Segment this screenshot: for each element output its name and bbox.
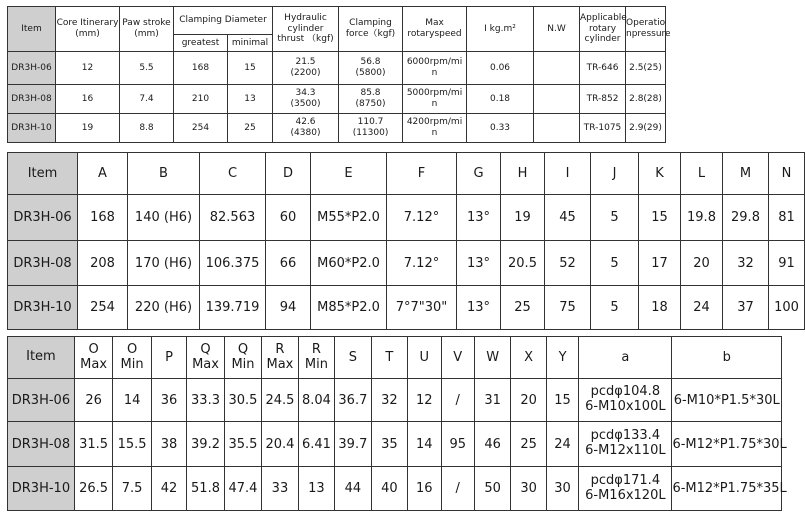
cell-o-max: 31.5 (74, 422, 112, 467)
table-row (8, 422, 782, 467)
col-header-i: I (545, 153, 591, 195)
cell-x: 20 (511, 379, 546, 422)
cell-u: 16 (408, 467, 441, 511)
col-header-t: T (371, 337, 407, 379)
cell-v: / (441, 467, 474, 511)
cell-o-min: 15.5 (113, 422, 151, 467)
cell-j: 5 (591, 241, 639, 286)
cell-a-lower: pcdφ133.4 6-M12x110L (579, 422, 672, 467)
cell-o-min: 7.5 (113, 467, 151, 511)
col-header-item: Item (8, 7, 56, 52)
cell-minimal: 15 (228, 52, 273, 85)
col-header-b: B (128, 153, 200, 195)
cell-t: 32 (371, 379, 407, 422)
cell-q-min: 47.4 (224, 467, 261, 511)
cell-t: 40 (371, 467, 407, 511)
col-header-d: D (266, 153, 311, 195)
cell-inertia: 0.33 (467, 114, 534, 143)
cell-d: 66 (266, 241, 311, 286)
cell-q-max: 51.8 (187, 467, 224, 511)
cell-f: 7.12° (387, 195, 457, 241)
cell-f: 7°7"30" (387, 286, 457, 330)
row-item: DR3H-10 (8, 467, 75, 511)
cell-m: 37 (723, 286, 769, 330)
cell-x: 25 (511, 422, 546, 467)
spec-table-general (7, 6, 671, 143)
cell-q-min: 30.5 (224, 379, 261, 422)
cell-l: 19.8 (681, 195, 723, 241)
cell-b-lower: 6-M12*P1.75*35L (672, 467, 782, 511)
cell-n: 81 (769, 195, 805, 241)
cell-inertia: 0.18 (467, 85, 534, 114)
cell-a-lower: pcdφ104.8 6-M10x100L (579, 379, 672, 422)
col-header-e: E (311, 153, 387, 195)
cell-o-max: 26 (74, 379, 112, 422)
cell-g: 13° (457, 195, 501, 241)
col-header-a-lower: a (579, 337, 672, 379)
cell-e: M85*P2.0 (311, 286, 387, 330)
cell-i: 52 (545, 241, 591, 286)
row-item: DR3H-06 (8, 195, 78, 241)
table-row (8, 52, 666, 85)
cell-n: 91 (769, 241, 805, 286)
cell-e: M60*P2.0 (311, 241, 387, 286)
cell-pressure: 2.5(25) (626, 52, 666, 85)
cell-thrust: 42.6 (4380) (273, 114, 339, 143)
cell-r-min: 8.04 (298, 379, 334, 422)
cell-thrust: 34.3 (3500) (273, 85, 339, 114)
table-row (8, 195, 805, 241)
col-header-r-min: R Min (298, 337, 334, 379)
col-header-s: S (335, 337, 371, 379)
table-row (8, 114, 666, 143)
cell-pressure: 2.8(28) (626, 85, 666, 114)
cell-j: 5 (591, 286, 639, 330)
cell-s: 36.7 (335, 379, 371, 422)
cell-r-max: 24.5 (262, 379, 298, 422)
cell-g: 13° (457, 241, 501, 286)
col-header-y: Y (546, 337, 578, 379)
col-header-p: P (151, 337, 186, 379)
cell-stroke: 7.4 (120, 85, 174, 114)
cell-core: 12 (56, 52, 120, 85)
cell-i: 45 (545, 195, 591, 241)
col-header-o-max: O Max (74, 337, 112, 379)
cell-c: 82.563 (200, 195, 266, 241)
cell-m: 32 (723, 241, 769, 286)
cell-o-min: 14 (113, 379, 151, 422)
cell-minimal: 25 (228, 114, 273, 143)
cell-b: 140 (H6) (128, 195, 200, 241)
col-header-o-min: O Min (113, 337, 151, 379)
cell-c: 139.719 (200, 286, 266, 330)
col-header-nw: N.W (534, 7, 580, 52)
cell-x: 30 (511, 467, 546, 511)
cell-h: 25 (501, 286, 545, 330)
cell-p: 42 (151, 467, 186, 511)
col-header-h: H (501, 153, 545, 195)
cell-a-lower: pcdφ171.4 6-M16x120L (579, 467, 672, 511)
cell-p: 36 (151, 379, 186, 422)
cell-core: 16 (56, 85, 120, 114)
cell-stroke: 8.8 (120, 114, 174, 143)
cell-force: 85.8 (8750) (339, 85, 403, 114)
cell-greatest: 254 (174, 114, 228, 143)
col-header-a: A (78, 153, 128, 195)
row-item: DR3H-08 (8, 85, 56, 114)
col-header-n: N (769, 153, 805, 195)
col-header-u: U (408, 337, 441, 379)
col-header-greatest: greatest (174, 35, 228, 52)
cell-y: 15 (546, 379, 578, 422)
col-header-q-min: Q Min (224, 337, 261, 379)
cell-r-max: 20.4 (262, 422, 298, 467)
cell-cylinder: TR-646 (580, 52, 626, 85)
col-header-w: W (474, 337, 510, 379)
cell-r-max: 33 (262, 467, 298, 511)
col-header-core-itinerary: Core Itinerary (mm) (56, 7, 120, 52)
cell-l: 24 (681, 286, 723, 330)
cell-cylinder: TR-852 (580, 85, 626, 114)
cell-l: 20 (681, 241, 723, 286)
col-header-c: C (200, 153, 266, 195)
cell-k: 18 (639, 286, 681, 330)
table-row (8, 241, 805, 286)
cell-pressure: 2.9(29) (626, 114, 666, 143)
col-header-g: G (457, 153, 501, 195)
row-item: DR3H-10 (8, 286, 78, 330)
cell-m: 29.8 (723, 195, 769, 241)
cell-i: 75 (545, 286, 591, 330)
cell-d: 60 (266, 195, 311, 241)
cell-q-max: 33.3 (187, 379, 224, 422)
cell-inertia: 0.06 (467, 52, 534, 85)
cell-speed: 4200rpm/mi n (403, 114, 467, 143)
cell-r-min: 6.41 (298, 422, 334, 467)
cell-speed: 5000rpm/mi n (403, 85, 467, 114)
cell-j: 5 (591, 195, 639, 241)
cell-k: 17 (639, 241, 681, 286)
cell-d: 94 (266, 286, 311, 330)
cell-w: 50 (474, 467, 510, 511)
col-header-r-max: R Max (262, 337, 298, 379)
cell-a: 208 (78, 241, 128, 286)
cell-b: 170 (H6) (128, 241, 200, 286)
cell-q-min: 35.5 (224, 422, 261, 467)
cell-nw (534, 85, 580, 114)
col-header-m: M (723, 153, 769, 195)
col-header-v: V (441, 337, 474, 379)
col-header-applicable-cylinder: Applicable rotary cylinder (580, 7, 626, 52)
cell-o-max: 26.5 (74, 467, 112, 511)
col-header-inertia: I kg.m² (467, 7, 534, 52)
cell-c: 106.375 (200, 241, 266, 286)
cell-core: 19 (56, 114, 120, 143)
header-row (8, 337, 782, 379)
cell-minimal: 13 (228, 85, 273, 114)
spec-table-dimensions-a-n (7, 152, 805, 330)
cell-g: 13° (457, 286, 501, 330)
row-item: DR3H-10 (8, 114, 56, 143)
table-row (8, 286, 805, 330)
col-header-k: K (639, 153, 681, 195)
cell-k: 15 (639, 195, 681, 241)
cell-n: 100 (769, 286, 805, 330)
cell-cylinder: TR-1075 (580, 114, 626, 143)
cell-force: 56.8 (5800) (339, 52, 403, 85)
cell-p: 38 (151, 422, 186, 467)
row-item: DR3H-08 (8, 241, 78, 286)
cell-f: 7.12° (387, 241, 457, 286)
col-header-l: L (681, 153, 723, 195)
header-row (8, 153, 805, 195)
row-item: DR3H-06 (8, 52, 56, 85)
cell-q-max: 39.2 (187, 422, 224, 467)
cell-speed: 6000rpm/mi n (403, 52, 467, 85)
cell-greatest: 168 (174, 52, 228, 85)
cell-w: 46 (474, 422, 510, 467)
col-header-b-lower: b (672, 337, 782, 379)
col-header-j: J (591, 153, 639, 195)
spec-table-dimensions-o-b (7, 336, 787, 511)
row-item: DR3H-06 (8, 379, 75, 422)
cell-b-lower: 6-M10*P1.5*30L (672, 379, 782, 422)
cell-thrust: 21.5 (2200) (273, 52, 339, 85)
cell-y: 30 (546, 467, 578, 511)
cell-h: 19 (501, 195, 545, 241)
col-header-operation-pressure: Operatio npressure (626, 7, 666, 52)
cell-b-lower: 6-M12*P1.75*30L (672, 422, 782, 467)
col-header-clamping-force: Clamping force（kgf) (339, 7, 403, 52)
col-header-item: Item (8, 337, 75, 379)
cell-greatest: 210 (174, 85, 228, 114)
cell-y: 24 (546, 422, 578, 467)
cell-nw (534, 114, 580, 143)
cell-a: 168 (78, 195, 128, 241)
cell-s: 44 (335, 467, 371, 511)
cell-u: 14 (408, 422, 441, 467)
col-header-max-rotary-speed: Max rotaryspeed (403, 7, 467, 52)
cell-e: M55*P2.0 (311, 195, 387, 241)
table-row (8, 379, 782, 422)
cell-w: 31 (474, 379, 510, 422)
cell-a: 254 (78, 286, 128, 330)
col-header-hydraulic-thrust: Hydraulic cylinder thrust （kgf) (273, 7, 339, 52)
cell-u: 12 (408, 379, 441, 422)
col-header-x: X (511, 337, 546, 379)
cell-nw (534, 52, 580, 85)
col-header-clamping-diameter: Clamping Diameter (174, 7, 273, 35)
cell-v: / (441, 379, 474, 422)
cell-s: 39.7 (335, 422, 371, 467)
col-header-f: F (387, 153, 457, 195)
col-header-paw-stroke: Paw stroke (mm) (120, 7, 174, 52)
cell-t: 35 (371, 422, 407, 467)
col-header-item: Item (8, 153, 78, 195)
col-header-minimal: minimal (228, 35, 273, 52)
cell-v: 95 (441, 422, 474, 467)
table-row (8, 85, 666, 114)
col-header-q-max: Q Max (187, 337, 224, 379)
cell-h: 20.5 (501, 241, 545, 286)
row-item: DR3H-08 (8, 422, 75, 467)
cell-stroke: 5.5 (120, 52, 174, 85)
table-row (8, 467, 782, 511)
cell-b: 220 (H6) (128, 286, 200, 330)
cell-r-min: 13 (298, 467, 334, 511)
cell-force: 110.7 (11300) (339, 114, 403, 143)
